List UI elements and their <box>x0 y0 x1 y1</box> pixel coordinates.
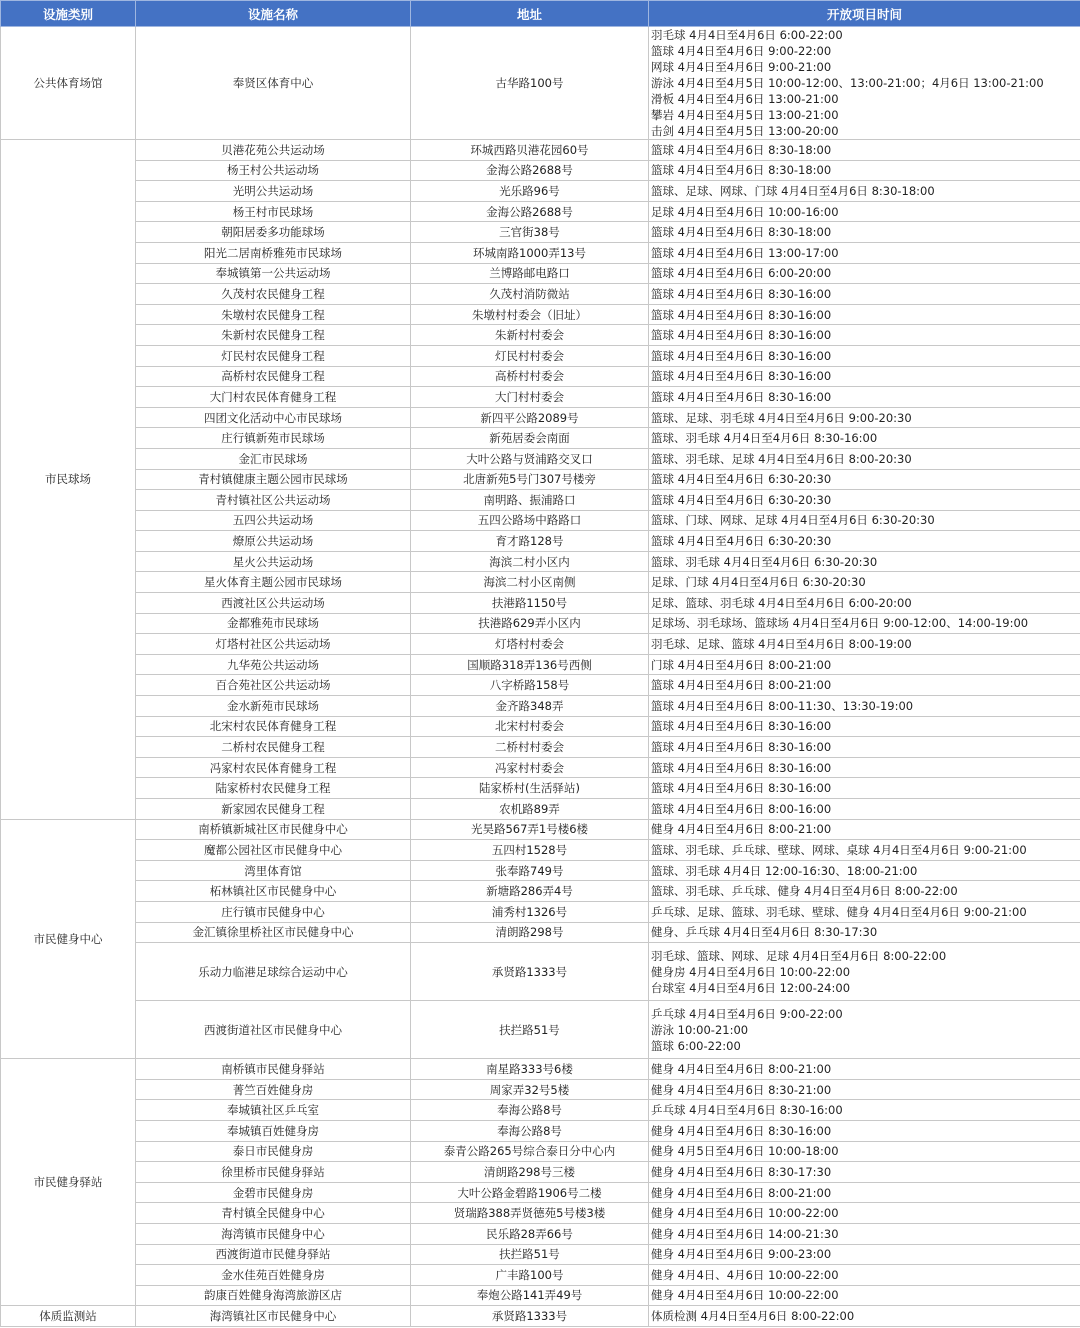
opening-hours-line: 健身 4月4日至4月6日 10:00-22:00 <box>651 1206 839 1221</box>
facility-name: 燎原公共运动场 <box>136 531 411 552</box>
facility-address: 五四村1528号 <box>411 840 649 861</box>
opening-hours-line: 门球 4月4日至4月6日 8:00-21:00 <box>651 657 832 672</box>
facility-name: 星火体育主题公园市民球场 <box>136 572 411 593</box>
opening-hours-line: 滑板 4月4日至4月6日 13:00-21:00 <box>651 92 839 106</box>
table-row <box>1 572 1080 593</box>
table-row <box>1 1059 1080 1080</box>
facility-name: 朱墩村农民健身工程 <box>136 304 411 325</box>
table-row <box>1 366 1080 387</box>
opening-hours-line: 篮球 6:00-22:00 <box>651 1038 741 1053</box>
facility-name: 奉城镇第一公共运动场 <box>136 263 411 284</box>
opening-hours-cell <box>649 696 1080 717</box>
opening-hours-line: 足球 4月4日至4月6日 10:00-16:00 <box>651 204 839 219</box>
table-row <box>1 242 1080 263</box>
facility-name: 青村镇社区公共运动场 <box>136 490 411 511</box>
facility-name: 新家园农民健身工程 <box>136 799 411 820</box>
facility-name: 北宋村农民体育健身工程 <box>136 716 411 737</box>
facility-name: 海湾镇社区市民健身中心 <box>136 1306 411 1327</box>
table-row <box>1 922 1080 943</box>
opening-hours-cell <box>649 160 1080 181</box>
facility-name: 贝港花苑公共运动场 <box>136 140 411 161</box>
facility-address: 贤瑞路388弄贤德苑5号楼3楼 <box>411 1203 649 1224</box>
table-row <box>1 716 1080 737</box>
facility-name: 金水新苑市民球场 <box>136 696 411 717</box>
facility-name: 青村镇全民健身中心 <box>136 1203 411 1224</box>
facility-address: 光乐路96号 <box>411 181 649 202</box>
table-row <box>1 634 1080 655</box>
facility-name: 朱新村农民健身工程 <box>136 325 411 346</box>
facility-name: 金汇市民球场 <box>136 448 411 469</box>
opening-hours-cell <box>649 140 1080 161</box>
facility-name: 金汇镇徐里桥社区市民健身中心 <box>136 922 411 943</box>
opening-hours-cell <box>649 943 1080 1001</box>
facility-address: 高桥村村委会 <box>411 366 649 387</box>
table-row <box>1 675 1080 696</box>
opening-hours-cell <box>649 860 1080 881</box>
table-row <box>1 407 1080 428</box>
facility-name: 朝阳居委多功能球场 <box>136 222 411 243</box>
opening-hours-cell <box>649 922 1080 943</box>
opening-hours-line: 健身 4月4日至4月6日 8:00-21:00 <box>651 1061 832 1076</box>
opening-hours-cell <box>649 510 1080 531</box>
facility-name: 西渡街道社区市民健身中心 <box>136 1001 411 1059</box>
opening-hours-cell <box>649 675 1080 696</box>
table-row <box>1 469 1080 490</box>
opening-hours-cell <box>649 1141 1080 1162</box>
facility-address: 冯家村村委会 <box>411 757 649 778</box>
opening-hours-cell <box>649 1120 1080 1141</box>
category-cell: 市民健身驿站 <box>1 1059 136 1306</box>
facility-name: 九华苑公共运动场 <box>136 654 411 675</box>
opening-hours-line: 篮球 4月4日至4月6日 6:30-20:30 <box>651 492 832 507</box>
facility-name: 二桥村农民健身工程 <box>136 737 411 758</box>
opening-hours-line: 足球场、羽毛球场、篮球场 4月4日至4月6日 9:00-12:00、14:00-19:00 <box>651 616 1029 631</box>
facility-address: 光昊路567弄1号楼6楼 <box>411 819 649 840</box>
facility-address: 扶港路1150号 <box>411 593 649 614</box>
opening-hours-line: 篮球、羽毛球 4月4日至4月6日 6:30-20:30 <box>651 554 878 569</box>
facility-name: 泰日市民健身房 <box>136 1141 411 1162</box>
facility-address: 大叶公路与贤浦路交叉口 <box>411 448 649 469</box>
opening-hours-cell <box>649 201 1080 222</box>
opening-hours-line: 篮球 4月4日至4月6日 8:00-16:00 <box>651 801 832 816</box>
opening-hours-line: 健身 4月4日至4月6日 14:00-21:30 <box>651 1226 839 1241</box>
table-row <box>1 1162 1080 1183</box>
opening-hours-line: 篮球 4月4日至4月6日 8:30-16:00 <box>651 286 832 301</box>
opening-hours-cell <box>649 593 1080 614</box>
opening-hours-cell <box>649 263 1080 284</box>
facility-address: 环城西路贝港花园60号 <box>411 140 649 161</box>
table-body <box>1 27 1080 1327</box>
table-row <box>1 1001 1080 1059</box>
opening-hours-cell <box>649 757 1080 778</box>
facility-name: 菁竺百姓健身房 <box>136 1079 411 1100</box>
opening-hours-line: 健身房 4月4日至4月6日 10:00-22:00 <box>651 964 851 979</box>
table-row <box>1 1306 1080 1327</box>
opening-hours-cell <box>649 1203 1080 1224</box>
facility-address: 新塘路286弄4号 <box>411 881 649 902</box>
category-cell: 市民球场 <box>1 140 136 820</box>
opening-hours-cell <box>649 284 1080 305</box>
opening-hours-cell <box>649 1244 1080 1265</box>
facility-address: 奉海公路8号 <box>411 1120 649 1141</box>
header-hours: 开放项目时间 <box>649 1 1080 27</box>
opening-hours-cell <box>649 366 1080 387</box>
facility-address: 泰青公路265号综合泰日分中心内 <box>411 1141 649 1162</box>
opening-hours-line: 乒乓球 4月4日至4月6日 8:30-16:00 <box>651 1103 843 1118</box>
opening-hours-line: 篮球 4月4日至4月6日 8:30-16:00 <box>651 760 832 775</box>
facility-name: 大门村农民体育健身工程 <box>136 387 411 408</box>
facility-name: 海湾镇市民健身中心 <box>136 1223 411 1244</box>
facility-address: 国顺路318弄136号西侧 <box>411 654 649 675</box>
opening-hours-line: 篮球 4月4日至4月6日 8:30-16:00 <box>651 389 832 404</box>
facility-address: 清朗路298号 <box>411 922 649 943</box>
opening-hours-cell <box>649 407 1080 428</box>
facility-name: 陆家桥村农民健身工程 <box>136 778 411 799</box>
facility-name: 南桥镇市民健身驿站 <box>136 1059 411 1080</box>
header-name: 设施名称 <box>136 1 411 27</box>
opening-hours-line: 篮球、羽毛球、乒乓球、健身 4月4日至4月6日 8:00-22:00 <box>651 884 958 899</box>
facility-name: 杨王村公共运动场 <box>136 160 411 181</box>
opening-hours-cell <box>649 448 1080 469</box>
facility-name: 庄行镇新苑市民球场 <box>136 428 411 449</box>
opening-hours-line: 健身 4月4日至4月6日 10:00-22:00 <box>651 1288 839 1303</box>
facility-address: 陆家桥村(生活驿站) <box>411 778 649 799</box>
opening-hours-line: 羽毛球、篮球、网球、足球 4月4日至4月6日 8:00-22:00 <box>651 948 947 963</box>
opening-hours-line: 体质检测 4月4日至4月6日 8:00-22:00 <box>651 1309 855 1324</box>
facility-name: 百合苑社区公共运动场 <box>136 675 411 696</box>
table-row <box>1 1079 1080 1100</box>
opening-hours-line: 篮球 4月4日至4月6日 13:00-17:00 <box>651 245 839 260</box>
opening-hours-line: 健身 4月4日至4月6日 8:00-21:00 <box>651 822 832 837</box>
table-row <box>1 181 1080 202</box>
table-row <box>1 387 1080 408</box>
opening-hours-cell <box>649 325 1080 346</box>
facility-name: 冯家村农民体育健身工程 <box>136 757 411 778</box>
opening-hours-line: 篮球 4月4日至4月6日 8:00-11:30、13:30-19:00 <box>651 698 914 713</box>
facility-address: 海滨二村小区南侧 <box>411 572 649 593</box>
facility-name: 金碧市民健身房 <box>136 1182 411 1203</box>
table-row <box>1 757 1080 778</box>
opening-hours-line: 足球、篮球、羽毛球 4月4日至4月6日 6:00-20:00 <box>651 595 912 610</box>
facility-address: 承贤路1333号 <box>411 943 649 1001</box>
facility-address: 承贤路1333号 <box>411 1306 649 1327</box>
opening-hours-line: 网球 4月4日至4月6日 9:00-21:00 <box>651 60 832 74</box>
facility-address: 久茂村消防微站 <box>411 284 649 305</box>
opening-hours-cell <box>649 778 1080 799</box>
opening-hours-cell <box>649 634 1080 655</box>
facility-address: 浦秀村1326号 <box>411 901 649 922</box>
facility-name: 高桥村农民健身工程 <box>136 366 411 387</box>
facility-address: 海滨二村小区内 <box>411 551 649 572</box>
opening-hours-line: 篮球、羽毛球 4月4日至4月6日 8:30-16:00 <box>651 431 878 446</box>
opening-hours-cell <box>649 819 1080 840</box>
opening-hours-cell <box>649 901 1080 922</box>
opening-hours-line: 篮球 4月4日至4月6日 8:30-18:00 <box>651 142 832 157</box>
facility-address: 南星路333号6楼 <box>411 1059 649 1080</box>
opening-hours-cell <box>649 1285 1080 1306</box>
opening-hours-line: 攀岩 4月4日至4月5日 13:00-21:00 <box>651 108 839 122</box>
opening-hours-cell <box>649 1162 1080 1183</box>
category-cell: 体质监测站 <box>1 1306 136 1327</box>
opening-hours-cell <box>649 613 1080 634</box>
facility-address: 北唐新苑5号门307号楼旁 <box>411 469 649 490</box>
opening-hours-line: 游泳 10:00-21:00 <box>651 1022 749 1037</box>
table-row <box>1 448 1080 469</box>
table-row <box>1 325 1080 346</box>
facility-name: 庄行镇市民健身中心 <box>136 901 411 922</box>
opening-hours-cell <box>649 716 1080 737</box>
facility-name: 五四公共运动场 <box>136 510 411 531</box>
facility-name: 阳光二居南桥雅苑市民球场 <box>136 242 411 263</box>
opening-hours-cell <box>649 737 1080 758</box>
opening-hours-cell <box>649 222 1080 243</box>
table-row <box>1 1285 1080 1306</box>
table-row <box>1 428 1080 449</box>
facility-address: 兰博路邮电路口 <box>411 263 649 284</box>
opening-hours-line: 篮球 4月4日至4月6日 8:30-16:00 <box>651 348 832 363</box>
opening-hours-line: 篮球 4月4日至4月6日 8:30-16:00 <box>651 307 832 322</box>
header-address: 地址 <box>411 1 649 27</box>
facility-name: 星火公共运动场 <box>136 551 411 572</box>
opening-hours-line: 健身 4月5日至4月6日 10:00-18:00 <box>651 1144 839 1159</box>
facility-name: 韵康百姓健身海湾旅游区店 <box>136 1285 411 1306</box>
opening-hours-cell <box>649 1001 1080 1059</box>
facility-address: 南明路、振浦路口 <box>411 490 649 511</box>
facility-address: 张奉路749号 <box>411 860 649 881</box>
facility-address: 农机路89弄 <box>411 799 649 820</box>
facility-address: 扶拦路51号 <box>411 1244 649 1265</box>
opening-hours-line: 乒乓球 4月4日至4月6日 9:00-22:00 <box>651 1006 843 1021</box>
table-row <box>1 510 1080 531</box>
opening-hours-cell <box>649 1182 1080 1203</box>
facility-name: 四团文化活动中心市民球场 <box>136 407 411 428</box>
table-row <box>1 1244 1080 1265</box>
table-row <box>1 840 1080 861</box>
facility-address: 北宋村村委会 <box>411 716 649 737</box>
facility-address: 周家弄32号5楼 <box>411 1079 649 1100</box>
facility-address: 扶拦路51号 <box>411 1001 649 1059</box>
opening-hours-cell <box>649 654 1080 675</box>
facility-address: 金海公路2688号 <box>411 201 649 222</box>
table-row <box>1 1182 1080 1203</box>
table-row <box>1 263 1080 284</box>
opening-hours-cell <box>649 469 1080 490</box>
facility-address: 古华路100号 <box>411 27 649 140</box>
opening-hours-line: 篮球 4月4日至4月6日 8:30-18:00 <box>651 225 832 240</box>
facility-address: 三官街38号 <box>411 222 649 243</box>
opening-hours-line: 羽毛球、足球、篮球 4月4日至4月6日 8:00-19:00 <box>651 637 912 652</box>
table-row <box>1 222 1080 243</box>
opening-hours-cell <box>649 345 1080 366</box>
opening-hours-line: 篮球 4月4日至4月6日 8:30-16:00 <box>651 740 832 755</box>
table-row <box>1 531 1080 552</box>
facility-address: 灯塔村村委会 <box>411 634 649 655</box>
facility-address: 二桥村村委会 <box>411 737 649 758</box>
table-row <box>1 593 1080 614</box>
opening-hours-line: 篮球 4月4日至4月6日 8:00-21:00 <box>651 678 832 693</box>
facility-name: 湾里体育馆 <box>136 860 411 881</box>
opening-hours-line: 篮球、羽毛球、乒乓球、壁球、网球、桌球 4月4日至4月6日 9:00-21:00 <box>651 842 1027 857</box>
opening-hours-line: 击剑 4月4日至4月5日 13:00-20:00 <box>651 124 839 138</box>
opening-hours-cell <box>649 1223 1080 1244</box>
facility-address: 朱墩村村委会（旧址） <box>411 304 649 325</box>
facility-address: 金海公路2688号 <box>411 160 649 181</box>
facility-name: 杨王村市民球场 <box>136 201 411 222</box>
table-row <box>1 1141 1080 1162</box>
table-row <box>1 819 1080 840</box>
opening-hours-line: 足球、门球 4月4日至4月6日 6:30-20:30 <box>651 575 866 590</box>
opening-hours-line: 篮球、门球、网球、足球 4月4日至4月6日 6:30-20:30 <box>651 513 935 528</box>
opening-hours-cell <box>649 1100 1080 1121</box>
table-row <box>1 737 1080 758</box>
table-row <box>1 1223 1080 1244</box>
opening-hours-cell <box>649 1059 1080 1080</box>
table-row <box>1 860 1080 881</box>
facility-address: 新苑居委会南面 <box>411 428 649 449</box>
opening-hours-line: 健身 4月4日至4月6日 8:00-21:00 <box>651 1185 832 1200</box>
facility-name: 乐动力临港足球综合运动中心 <box>136 943 411 1001</box>
opening-hours-cell <box>649 572 1080 593</box>
opening-hours-cell <box>649 428 1080 449</box>
table-row <box>1 345 1080 366</box>
opening-hours-line: 篮球 4月4日至4月6日 8:30-16:00 <box>651 719 832 734</box>
table-row <box>1 201 1080 222</box>
facility-name: 金水佳苑百姓健身房 <box>136 1265 411 1286</box>
facility-address: 金齐路348弄 <box>411 696 649 717</box>
table-header-row <box>1 1 1080 27</box>
table-row <box>1 799 1080 820</box>
opening-hours-line: 篮球 4月4日至4月6日 6:30-20:30 <box>651 472 832 487</box>
opening-hours-line: 健身、乒乓球 4月4日至4月6日 8:30-17:30 <box>651 925 878 940</box>
opening-hours-cell <box>649 551 1080 572</box>
table-row <box>1 1100 1080 1121</box>
table-row <box>1 490 1080 511</box>
facility-address: 大门村村委会 <box>411 387 649 408</box>
opening-hours-line: 篮球 4月4日至4月6日 8:30-16:00 <box>651 781 832 796</box>
facility-address: 大叶公路金碧路1906号二楼 <box>411 1182 649 1203</box>
opening-hours-cell <box>649 1306 1080 1327</box>
facility-name: 光明公共运动场 <box>136 181 411 202</box>
opening-hours-cell <box>649 1265 1080 1286</box>
table-row <box>1 27 1080 140</box>
facility-name: 奉城镇社区乒乓室 <box>136 1100 411 1121</box>
facility-address: 五四公路场中路路口 <box>411 510 649 531</box>
opening-hours-cell <box>649 1079 1080 1100</box>
opening-hours-line: 篮球、足球、网球、门球 4月4日至4月6日 8:30-18:00 <box>651 183 935 198</box>
table-row <box>1 1203 1080 1224</box>
facility-name: 青村镇健康主题公园市民球场 <box>136 469 411 490</box>
table-row <box>1 1120 1080 1141</box>
facility-address: 新四平公路2089号 <box>411 407 649 428</box>
opening-hours-cell <box>649 387 1080 408</box>
facility-name: 西渡街道市民健身驿站 <box>136 1244 411 1265</box>
facility-address: 八字桥路158号 <box>411 675 649 696</box>
facility-address: 奉海公路8号 <box>411 1100 649 1121</box>
opening-hours-line: 篮球 4月4日至4月6日 6:30-20:30 <box>651 534 832 549</box>
opening-hours-line: 篮球 4月4日至4月6日 8:30-18:00 <box>651 163 832 178</box>
opening-hours-line: 羽毛球 4月4日至4月6日 6:00-22:00 <box>651 28 843 42</box>
facility-address: 清朗路298号三楼 <box>411 1162 649 1183</box>
facility-name: 久茂村农民健身工程 <box>136 284 411 305</box>
facility-name: 灯塔村社区公共运动场 <box>136 634 411 655</box>
table-row <box>1 778 1080 799</box>
opening-hours-cell <box>649 490 1080 511</box>
opening-hours-line: 篮球 4月4日至4月6日 6:00-20:00 <box>651 266 832 281</box>
table-row <box>1 284 1080 305</box>
facility-address: 广丰路100号 <box>411 1265 649 1286</box>
facility-name: 西渡社区公共运动场 <box>136 593 411 614</box>
table-row <box>1 696 1080 717</box>
opening-hours-line: 台球室 4月4日至4月6日 12:00-24:00 <box>651 980 851 995</box>
table-row <box>1 1265 1080 1286</box>
opening-hours-cell <box>649 304 1080 325</box>
facility-name: 金都雅苑市民球场 <box>136 613 411 634</box>
opening-hours-line: 篮球、足球、羽毛球 4月4日至4月6日 9:00-20:30 <box>651 410 912 425</box>
facility-name: 奉城镇百姓健身房 <box>136 1120 411 1141</box>
facility-address: 扶港路629弄小区内 <box>411 613 649 634</box>
facility-address: 民乐路28弄66号 <box>411 1223 649 1244</box>
facility-address: 朱新村村委会 <box>411 325 649 346</box>
facility-name: 柘林镇社区市民健身中心 <box>136 881 411 902</box>
header-category: 设施类别 <box>1 1 136 27</box>
opening-hours-line: 健身 4月4日至4月6日 8:30-21:00 <box>651 1082 832 1097</box>
facility-address: 育才路128号 <box>411 531 649 552</box>
category-cell: 市民健身中心 <box>1 819 136 1059</box>
opening-hours-line: 健身 4月4日至4月6日 8:30-17:30 <box>651 1164 832 1179</box>
opening-hours-cell <box>649 881 1080 902</box>
table-row <box>1 654 1080 675</box>
table-row <box>1 140 1080 161</box>
opening-hours-line: 篮球 4月4日至4月6日 9:00-22:00 <box>651 44 832 58</box>
facility-name: 灯民村农民健身工程 <box>136 345 411 366</box>
opening-hours-cell <box>649 531 1080 552</box>
facility-name: 魔都公园社区市民健身中心 <box>136 840 411 861</box>
opening-hours-cell <box>649 242 1080 263</box>
facility-address: 奉炮公路141弄49号 <box>411 1285 649 1306</box>
facility-name: 奉贤区体育中心 <box>136 27 411 140</box>
opening-hours-line: 健身 4月4日至4月6日 8:30-16:00 <box>651 1123 832 1138</box>
opening-hours-line: 篮球 4月4日至4月6日 8:30-16:00 <box>651 369 832 384</box>
opening-hours-cell <box>649 181 1080 202</box>
category-cell: 公共体育场馆 <box>1 27 136 140</box>
opening-hours-cell <box>649 27 1080 140</box>
opening-hours-line: 篮球 4月4日至4月6日 8:30-16:00 <box>651 328 832 343</box>
table-row <box>1 304 1080 325</box>
table-row <box>1 901 1080 922</box>
opening-hours-cell <box>649 840 1080 861</box>
opening-hours-cell <box>649 799 1080 820</box>
opening-hours-line: 健身 4月4日至4月6日 9:00-23:00 <box>651 1247 832 1262</box>
table-row <box>1 160 1080 181</box>
table-row <box>1 943 1080 1001</box>
table-row <box>1 881 1080 902</box>
table-row <box>1 613 1080 634</box>
facility-address: 灯民村村委会 <box>411 345 649 366</box>
opening-hours-line: 篮球、羽毛球、足球 4月4日至4月6日 8:00-20:30 <box>651 451 912 466</box>
facility-name: 南桥镇新城社区市民健身中心 <box>136 819 411 840</box>
opening-hours-line: 乒乓球、足球、篮球、羽毛球、壁球、健身 4月4日至4月6日 9:00-21:00 <box>651 904 1027 919</box>
opening-hours-line: 健身 4月4日、4月6日 10:00-22:00 <box>651 1267 839 1282</box>
table-row <box>1 551 1080 572</box>
facility-address: 环城南路1000弄13号 <box>411 242 649 263</box>
opening-hours-line: 篮球、羽毛球 4月4日 12:00-16:30、18:00-21:00 <box>651 863 918 878</box>
facility-name: 徐里桥市民健身驿站 <box>136 1162 411 1183</box>
opening-hours-line: 游泳 4月4日至4月5日 10:00-12:00、13:00-21:00；4月6日 13:00-21:00 <box>651 76 1044 90</box>
